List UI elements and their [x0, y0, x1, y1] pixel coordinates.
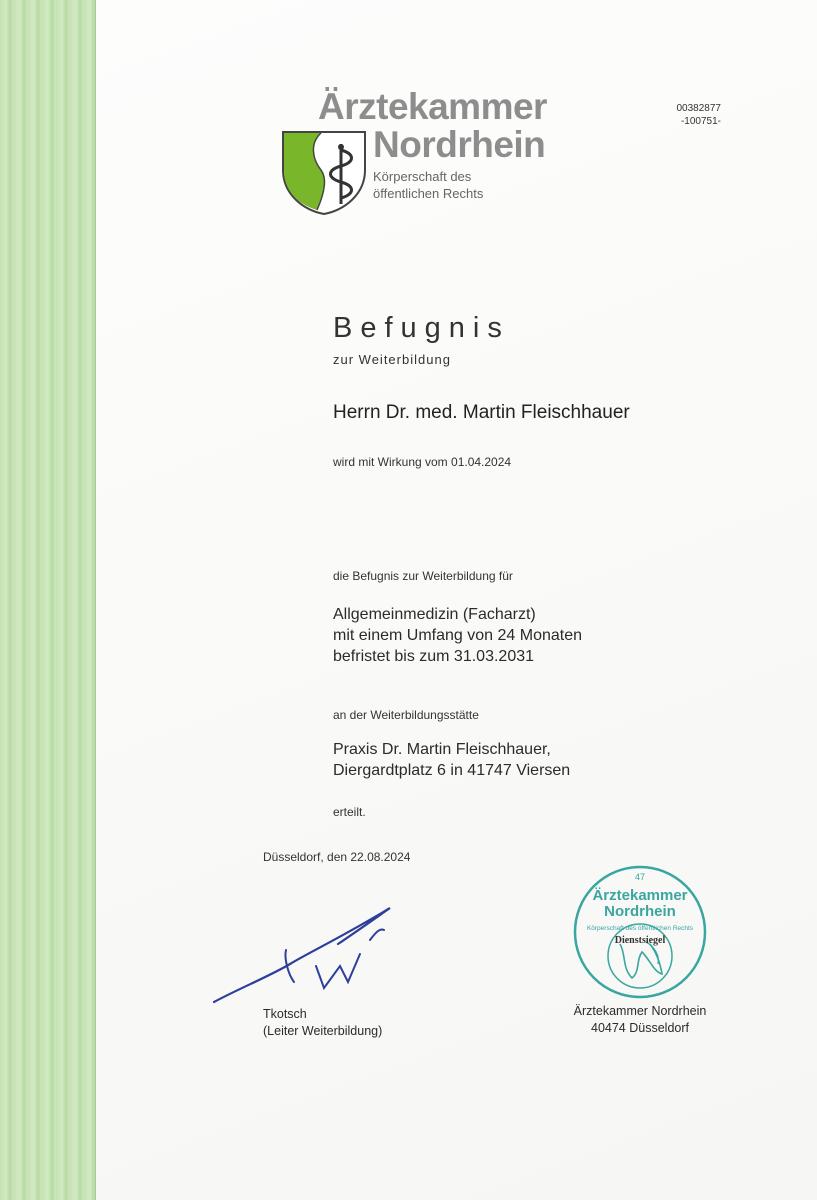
effective-date-line: wird mit Wirkung vom 01.04.2024: [333, 455, 512, 469]
org-name-line1: Ärztekammer: [318, 86, 547, 127]
signatory-name: Tkotsch: [263, 1007, 307, 1021]
org-sub-line2: öffentlichen Rechts: [373, 186, 484, 201]
official-seal-stamp: [570, 864, 710, 1005]
specialty-line3: befristet bis zum 31.03.2031: [333, 648, 535, 665]
specialty-line2: mit einem Umfang von 24 Monaten: [333, 627, 583, 644]
granted-text: erteilt.: [333, 805, 366, 819]
org-name-line2: Nordrhein: [373, 124, 546, 165]
facility-line1: Praxis Dr. Martin Fleischhauer,: [333, 741, 551, 758]
seal-line2: Nordrhein: [604, 903, 676, 920]
ref-code: -100751-: [680, 116, 721, 127]
facility-line2: Diergardtplatz 6 in 41747 Viersen: [333, 762, 571, 779]
facility-intro: an der Weiterbildungsstätte: [333, 708, 479, 722]
seal-number: 47: [634, 872, 646, 882]
specialty-block: [333, 604, 582, 667]
green-border-band: [0, 0, 96, 1200]
document-subtitle: zur Weiterbildung: [333, 352, 451, 367]
seal-arc-text: Körperschaft des öffentlichen Rechts: [586, 925, 694, 932]
reference-block: [677, 102, 722, 128]
recipient-name: Herrn Dr. med. Martin Fleischhauer: [333, 402, 630, 423]
ref-number: 00382877: [676, 103, 721, 114]
issuer-line2: 40474 Düsseldorf: [591, 1021, 689, 1035]
place-date: Düsseldorf, den 22.08.2024: [263, 850, 411, 864]
seal-label: Dienstsiegel: [614, 935, 666, 946]
handwritten-signature: [200, 878, 400, 1013]
org-subtitle: [373, 168, 483, 202]
facility-block: [333, 739, 570, 781]
document-title: Befugnis: [333, 312, 510, 344]
org-name-logotype: [318, 88, 547, 164]
issuer-line1: Ärztekammer Nordrhein: [573, 1004, 707, 1018]
signatory-block: [263, 1006, 382, 1040]
seal-line1: Ärztekammer: [592, 887, 688, 904]
grant-intro: die Befugnis zur Weiterbildung für: [333, 569, 513, 583]
org-sub-line1: Körperschaft des: [373, 169, 472, 184]
specialty-line1: Allgemeinmedizin (Facharzt): [333, 606, 536, 623]
issuer-block: [570, 1003, 710, 1037]
signatory-role: (Leiter Weiterbildung): [263, 1024, 383, 1038]
